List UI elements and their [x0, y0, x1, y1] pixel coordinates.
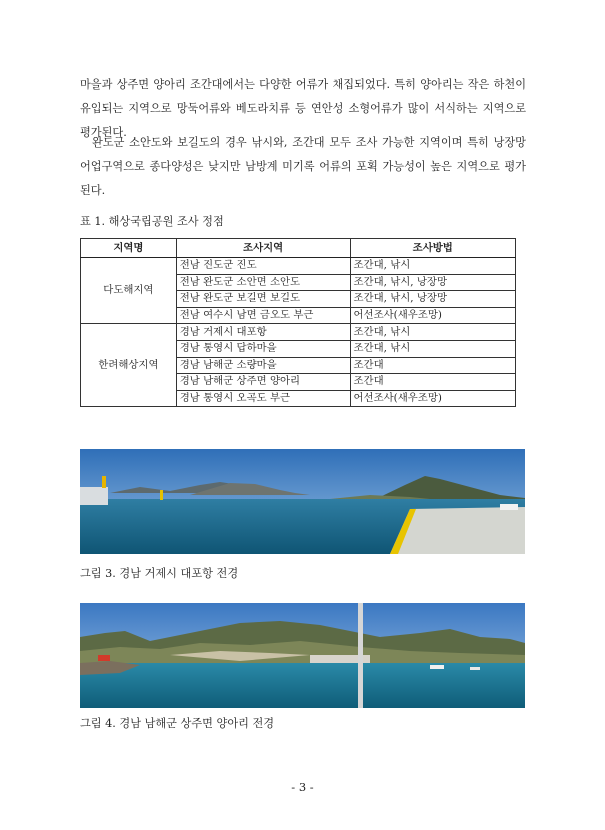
header-method: 조사방법: [350, 239, 516, 258]
method-cell: 조간대, 낚시: [350, 340, 516, 357]
header-site: 조사지역: [176, 239, 350, 258]
body-paragraph-1: 마을과 상주면 양아리 조간대에서는 다양한 어류가 채집되었다. 특히 양아리는 작은 하천이 유입되는 지역으로 망둑어류와 베도라치류 등 연안성 소형어류가 많이 서식하는 지역으로 평가된다.: [80, 78, 526, 139]
table-caption: 표 1. 해상국립공원 조사 정점: [80, 215, 224, 228]
site-cell: 전남 완도군 보길면 보길도: [176, 291, 350, 308]
site-cell: 경남 거제시 대포항: [176, 324, 350, 341]
header-region: 지역명: [81, 239, 177, 258]
site-cell: 전남 완도군 소안면 소안도: [176, 274, 350, 291]
site-cell: 경남 통영시 답하마을: [176, 340, 350, 357]
table-row: [81, 258, 516, 275]
method-cell: 조간대, 낚시: [350, 258, 516, 275]
method-cell: 조간대, 낚시, 낭장망: [350, 274, 516, 291]
village-coast-photo: [80, 603, 525, 708]
method-cell: 조간대: [350, 374, 516, 391]
site-cell: 경남 남해군 소량마을: [176, 357, 350, 374]
method-cell: 어선조사(새우조망): [350, 390, 516, 407]
method-cell: 조간대, 낚시, 낭장망: [350, 291, 516, 308]
harbor-panorama-photo: [80, 449, 525, 554]
page-number: - 3 -: [291, 780, 314, 794]
site-cell: 경남 통영시 오곡도 부근: [176, 390, 350, 407]
method-cell: 조간대, 낚시: [350, 324, 516, 341]
site-cell: 전남 여수시 남면 금오도 부근: [176, 307, 350, 324]
site-cell: 전남 진도군 진도: [176, 258, 350, 275]
site-cell: 경남 남해군 상주면 양아리: [176, 374, 350, 391]
method-cell: 어선조사(새우조망): [350, 307, 516, 324]
figure-4-caption: 그림 4. 경남 남해군 상주면 양아리 전경: [80, 717, 275, 730]
body-paragraph-2: 완도군 소안도와 보길도의 경우 낚시와, 조간대 모두 조사 가능한 지역이며 특히 낭장망 어업구역으로 종다양성은 낮지만 남방계 미기록 어류의 포획 가능성이 높은 지역으로 평가된다.: [80, 136, 526, 197]
table-header-row: [81, 239, 516, 258]
method-cell: 조간대: [350, 357, 516, 374]
table-row: [81, 324, 516, 341]
region-cell: 다도해지역: [81, 258, 177, 324]
region-cell: 한려해상지역: [81, 324, 177, 407]
survey-sites-table: [80, 238, 516, 407]
figure-3-caption: 그림 3. 경남 거제시 대포항 전경: [80, 567, 239, 580]
